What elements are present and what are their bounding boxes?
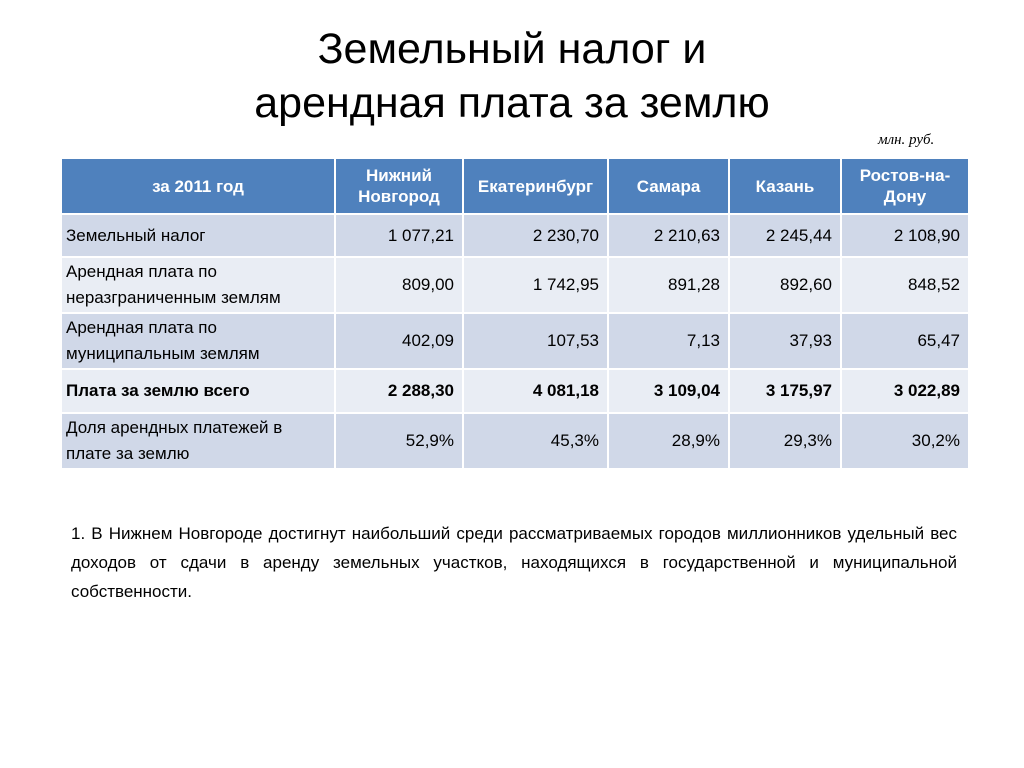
row-label: Земельный налог [61,214,335,257]
header-samara: Самара [608,158,729,214]
table-cell: 2 245,44 [729,214,841,257]
header-kazan: Казань [729,158,841,214]
table-cell: 4 081,18 [463,369,608,413]
table-cell: 65,47 [841,313,969,369]
table-cell: 3 109,04 [608,369,729,413]
row-label: Плата за землю всего [61,369,335,413]
table-cell: 3 022,89 [841,369,969,413]
table-cell: 1 742,95 [463,257,608,313]
table-row [61,413,969,469]
table-cell: 891,28 [608,257,729,313]
unit-note: млн. руб. [878,132,935,148]
slide-title-line-1: Земельный налог и [317,25,707,73]
header-ekaterinburg: Екатеринбург [463,158,608,214]
table-row [61,214,969,257]
table-cell: 107,53 [463,313,608,369]
table-cell: 848,52 [841,257,969,313]
footnote-paragraph: 1. В Нижнем Новгороде достигнут наибольший среди рассматриваемых городов миллионников удельный вес доходов от сдачи в аренду земельных участков, находящихся в государственной и муниципальной собственности. [71,524,957,601]
table-cell: 29,3% [729,413,841,469]
table-cell: 52,9% [335,413,463,469]
table-cell: 28,9% [608,413,729,469]
table-cell: 37,93 [729,313,841,369]
table-cell: 45,3% [463,413,608,469]
table-cell: 2 210,63 [608,214,729,257]
table-cell: 7,13 [608,313,729,369]
table-cell: 3 175,97 [729,369,841,413]
row-label: Арендная плата по неразграниченным землям [61,257,335,313]
table-cell: 809,00 [335,257,463,313]
table-row [61,257,969,313]
header-period: за 2011 год [61,158,335,214]
header-nizhny-novgorod: Нижний Новгород [335,158,463,214]
row-label: Арендная плата по муниципальным землям [61,313,335,369]
table-cell: 402,09 [335,313,463,369]
land-tax-table [60,157,970,470]
table-row [61,313,969,369]
table-cell: 1 077,21 [335,214,463,257]
table-cell: 892,60 [729,257,841,313]
row-label: Доля арендных платежей в плате за землю [61,413,335,469]
table-cell: 2 288,30 [335,369,463,413]
header-rostov-na-donu: Ростов-на-Дону [841,158,969,214]
table-row-total [61,369,969,413]
slide-title [0,22,1024,130]
table-header-row [61,158,969,214]
slide-title-line-2: арендная плата за землю [254,79,770,127]
table-cell: 30,2% [841,413,969,469]
table-cell: 2 108,90 [841,214,969,257]
table-cell: 2 230,70 [463,214,608,257]
